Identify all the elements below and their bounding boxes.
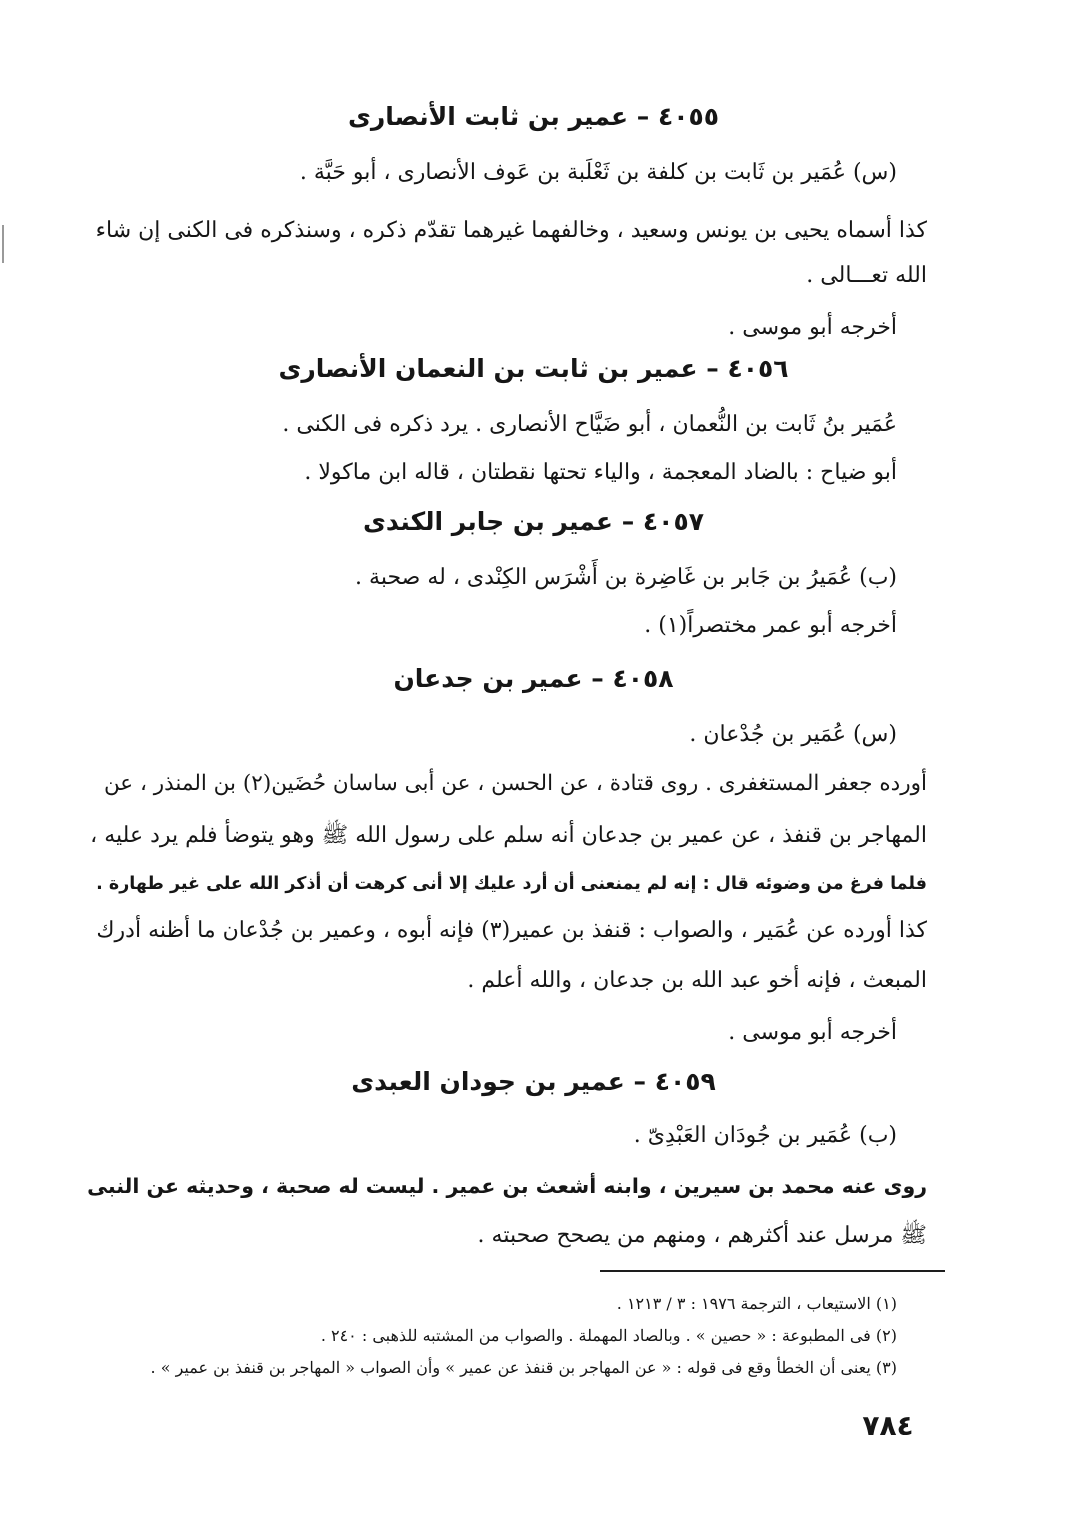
footnote-3: (٣) يعنى أن الخطأ وقع فى قوله : « عن المهاجر بن قنفذ عن عمير » وأن الصواب « المهاجر بن قنفذ بن عمير » .: [150, 1358, 897, 1377]
entry-heading-4055: ٤٠٥٥ – عمير بن ثابت الأنصارى: [347, 102, 720, 131]
entry-4057-line-2: أخرجه أبو عمر مختصراً(١) .: [644, 613, 897, 638]
entry-4058-line-6: المبعث ، فإنه أخو عبد الله بن جدعان ، والله أعلم .: [467, 968, 927, 993]
entry-heading-4056: ٤٠٥٦ – عمير بن ثابت بن النعمان الأنصارى: [278, 354, 789, 383]
footnote-2: (٢) فى المطبوعة : « حصين » . وبالصاد المهملة . والصواب من المشتبه للذهبى : ٢٤٠ .: [320, 1326, 897, 1345]
entry-4055-line-2: كذا أسماه يحيى بن يونس وسعيد ، وخالفهما غيرهما تقدّم ذكره ، وسنذكره فى الكنى إن شاء: [95, 218, 927, 243]
entry-4056-line-1: عُمَير بنُ ثَابت بن النُّعمان ، أبو ضَيَّاح الأنصارى . يرد ذكره فى الكنى .: [282, 412, 897, 437]
entry-4055-line-1: (س) عُمَير بن ثَابت بن كلفة بن ثَعْلَبة بن عَوف الأنصارى ، أبو حَبَّة .: [299, 160, 897, 185]
entry-4055-line-3: الله تعـــالى .: [806, 263, 927, 288]
page-number: ٧٨٤: [862, 1409, 914, 1442]
entry-4055-line-4: أخرجه أبو موسى .: [728, 315, 897, 340]
entry-4058-line-5: كذا أورده عن عُمَير ، والصواب : قنفذ بن عمير(٣) فإنه أبوه ، وعمير بن جُدْعان ما أظنه أدرك: [96, 918, 927, 943]
entry-4058-line-3: المهاجر بن قنفذ ، عن عمير بن جدعان أنه سلم على رسول الله ﷺ وهو يتوضأ فلم يرد عليه ،: [90, 823, 927, 848]
entry-heading-4059: ٤٠٥٩ – عمير بن جودان العبدى: [351, 1067, 716, 1096]
entry-4057-line-1: (ب) عُمَيرُ بن جَابر بن غَاضِرة بن أَشْرَس الكِنْدى ، له صحبة .: [355, 565, 897, 590]
scan-edge-mark: [2, 225, 4, 263]
entry-4058-line-2: أورده جعفر المستغفرى . روى قتادة ، عن الحسن ، عن أبى ساسان حُضَين(٢) بن المنذر ، عن: [103, 771, 927, 796]
footnote-divider: [600, 1270, 945, 1272]
entry-heading-4057: ٤٠٥٧ – عمير بن جابر الكندى: [363, 507, 704, 536]
entry-4059-line-3: ﷺ مرسل عند أكثرهم ، ومنهم من يصحح صحبته .: [477, 1223, 927, 1248]
entry-4056-line-2: أبو ضياح : بالضاد المعجمة ، والياء تحتها نقطتان ، قاله ابن ماكولا .: [304, 460, 897, 485]
entry-4058-line-1: (س) عُمَير بن جُدْعان .: [689, 722, 897, 747]
entry-heading-4058: ٤٠٥٨ – عمير بن جدعان: [393, 664, 674, 693]
entry-4058-line-7: أخرجه أبو موسى .: [728, 1020, 897, 1045]
entry-4059-line-1: (ب) عُمَير بن جُودَان العَبْدِىّ .: [633, 1123, 897, 1148]
entry-4059-line-2: روى عنه محمد بن سيرين ، وابنه أشعث بن عمير . ليست له صحبة ، وحديثه عن النبى: [87, 1174, 927, 1198]
footnote-1: (١) الاستيعاب ، الترجمة ١٩٧٦ : ٣ / ١٢١٣ .: [616, 1294, 897, 1313]
entry-4058-line-4: فلما فرغ من وضوئه قال : إنه لم يمنعنى أن أرد عليك إلا أنى كرهت أن أذكر الله على غير طهارة .: [96, 874, 927, 894]
